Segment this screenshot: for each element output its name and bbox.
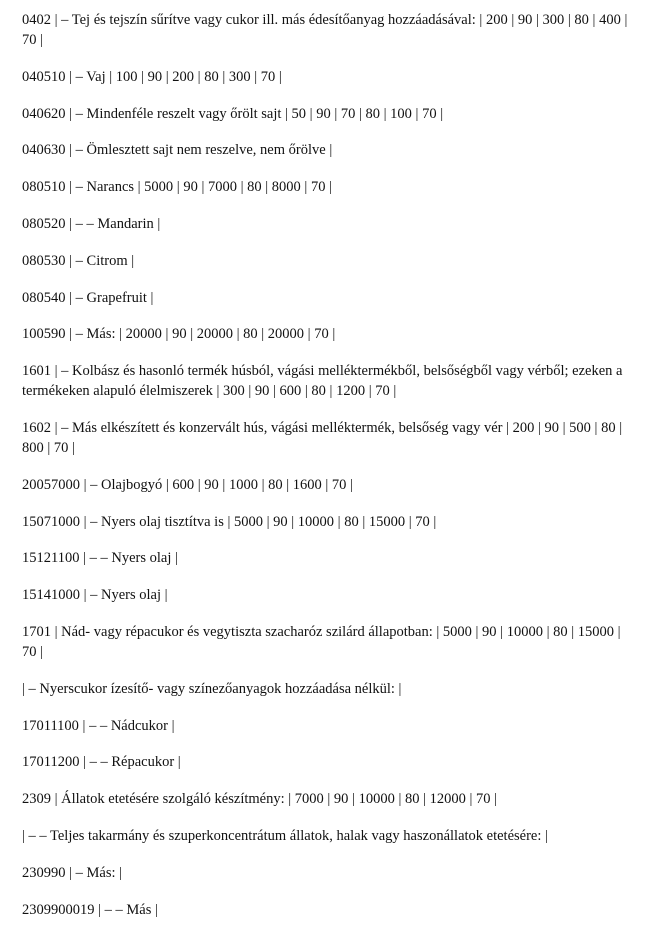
text-line-2309: 2309 | Állatok etetésére szolgáló készítmény: | 7000 | 90 | 10000 | 80 | 12000 | 70 |: [22, 791, 498, 808]
text-line-0402: 0402 | – Tej és tejszín sűrítve vagy cukor ill. más édesítőanyag hozzáadásával: | 200 | 90 | 300 | 80 | 400 | 70 |: [22, 12, 628, 48]
text-line-nyerscukor: | – Nyerscukor ízesítő- vagy színezőanyagok hozzáadása nélkül: |: [22, 680, 402, 697]
text-line-080540: 080540 | – Grapefruit |: [22, 289, 154, 306]
text-line-080530: 080530 | – Citrom |: [22, 252, 135, 269]
text-line-1701: 1701 | Nád- vagy répacukor és vegytiszta szacharóz szilárd állapotban: | 5000 | 90 | 10000 | 80 | 15000 | 70 |: [22, 623, 621, 660]
text-line-230990: 230990 | – Más: |: [22, 864, 123, 881]
text-line-080510: 080510 | – Narancs | 5000 | 90 | 7000 | 80 | 8000 | 70 |: [22, 179, 332, 196]
text-line-15121100: 15121100 | – – Nyers olaj |: [22, 550, 178, 567]
text-line-040510: 040510 | – Vaj | 100 | 90 | 200 | 80 | 300 | 70 |: [22, 68, 282, 85]
text-line-17011100: 17011100 | – – Nádcukor |: [22, 717, 175, 734]
text-line-040630: 040630 | – Ömlesztett sajt nem reszelve, nem őrölve |: [22, 142, 333, 159]
text-line-1601: 1601 | – Kolbász és hasonló termék húsból, vágási melléktermékből, belsőségből vagy vérből; ezeken a termékeken alapuló élelmiszerek | 300 | 90 | 600 | 80 | 1200 | 70 |: [22, 363, 623, 400]
text-line-100590: 100590 | – Más: | 20000 | 90 | 20000 | 80 | 20000 | 70 |: [22, 326, 336, 343]
text-line-080520: 080520 | – – Mandarin |: [22, 215, 161, 232]
text-line-1602: 1602 | – Más elkészített és konzervált hús, vágási melléktermék, belsőség vagy vér | 200 | 90 | 500 | 80 | 800 | 70 |: [22, 419, 623, 456]
document-body: [22, 10, 634, 936]
text-line-040620: 040620 | – Mindenféle reszelt vagy őrölt sajt | 50 | 90 | 70 | 80 | 100 | 70 |: [22, 105, 444, 122]
text-line-20057000: 20057000 | – Olajbogyó | 600 | 90 | 1000 | 80 | 1600 | 70 |: [22, 476, 353, 493]
text-line-15141000: 15141000 | – Nyers olaj |: [22, 587, 168, 604]
text-line-teljes-takarmany: | – – Teljes takarmány és szuperkoncentrátum állatok, halak vagy haszonállatok etetésére: |: [22, 827, 548, 844]
text-line-2309900019: 2309900019 | – – Más |: [22, 901, 158, 918]
text-line-15071000: 15071000 | – Nyers olaj tisztítva is | 5000 | 90 | 10000 | 80 | 15000 | 70 |: [22, 513, 437, 530]
text-line-17011200: 17011200 | – – Répacukor |: [22, 754, 181, 771]
